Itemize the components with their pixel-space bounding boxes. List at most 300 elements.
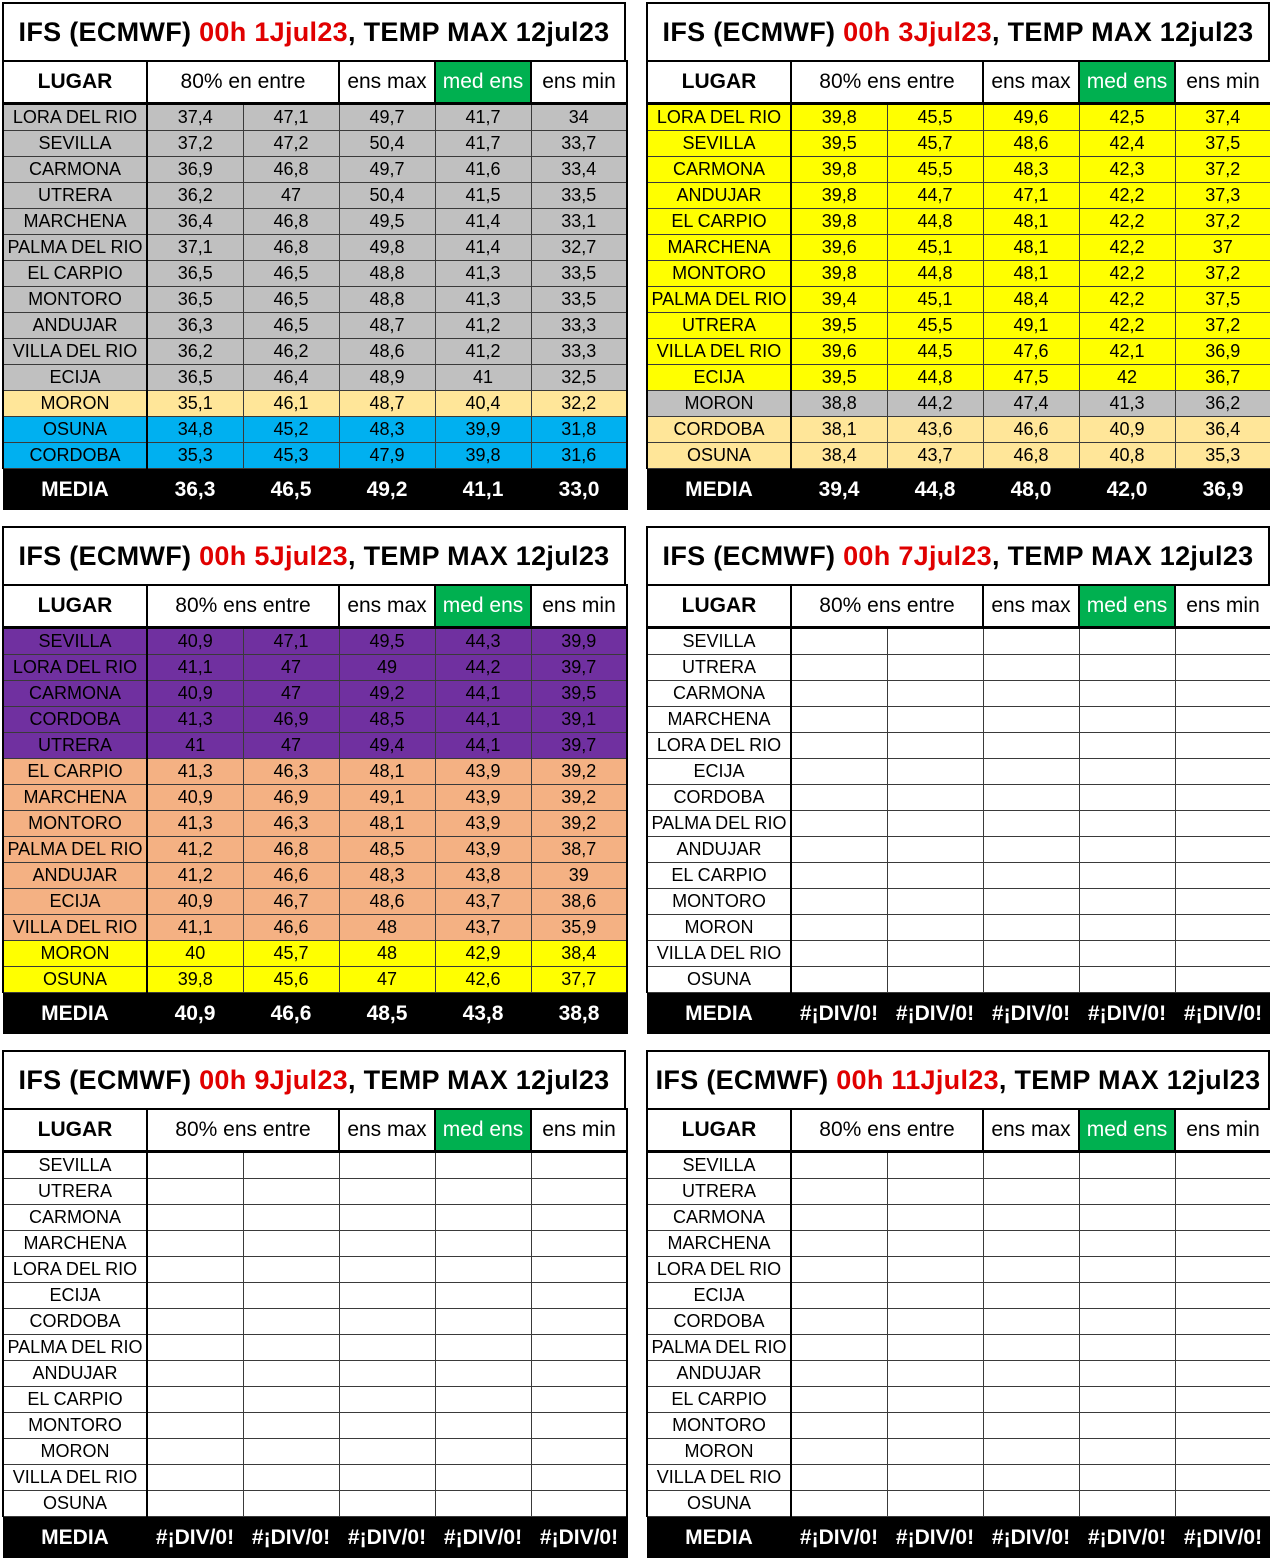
table-row <box>3 1283 627 1309</box>
media-row <box>3 1517 627 1558</box>
cell-range-high <box>243 1283 339 1309</box>
table-row <box>647 941 1270 967</box>
cell-ens-min <box>531 1309 627 1335</box>
header-range: 80% ens entre <box>147 1109 339 1152</box>
cell-range-low: 40,9 <box>147 889 243 915</box>
cell-range-low: 39,8 <box>791 261 887 287</box>
cell-range-high: 45,7 <box>887 131 983 157</box>
cell-ens-min <box>531 1152 627 1179</box>
cell-ens-min <box>1175 811 1270 837</box>
cell-range-high <box>887 1491 983 1517</box>
table-row <box>647 707 1270 733</box>
media-range-high: 46,5 <box>243 469 339 510</box>
cell-ens-max <box>983 1335 1079 1361</box>
cell-ens-min <box>1175 759 1270 785</box>
cell-range-low: 39,8 <box>791 104 887 131</box>
cell-ens-min: 39,9 <box>531 628 627 655</box>
header-lugar: LUGAR <box>647 61 791 104</box>
cell-med-ens <box>1079 785 1175 811</box>
cell-med-ens <box>1079 655 1175 681</box>
cell-ens-min: 35,9 <box>531 915 627 941</box>
cell-lugar: MARCHENA <box>3 785 147 811</box>
table-row <box>3 889 627 915</box>
cell-range-high: 46,3 <box>243 759 339 785</box>
table-row <box>647 443 1270 469</box>
table-row <box>3 1335 627 1361</box>
cell-med-ens: 42,2 <box>1079 261 1175 287</box>
cell-lugar: MARCHENA <box>647 235 791 261</box>
table-row <box>3 1179 627 1205</box>
cell-range-low <box>791 915 887 941</box>
media-range-low: #¡DIV/0! <box>791 1517 887 1558</box>
table-row <box>647 811 1270 837</box>
forecast-table <box>646 1108 1270 1558</box>
cell-med-ens <box>435 1439 531 1465</box>
media-med-ens: 43,8 <box>435 993 531 1034</box>
cell-ens-min <box>1175 863 1270 889</box>
cell-ens-min <box>1175 1231 1270 1257</box>
cell-ens-max: 48,3 <box>339 863 435 889</box>
cell-ens-min: 31,8 <box>531 417 627 443</box>
cell-ens-min: 37,3 <box>1175 183 1270 209</box>
cell-ens-min: 33,7 <box>531 131 627 157</box>
cell-ens-max <box>339 1465 435 1491</box>
cell-range-low <box>147 1387 243 1413</box>
cell-range-high <box>887 628 983 655</box>
cell-range-high <box>887 967 983 993</box>
cell-lugar: MORON <box>647 1439 791 1465</box>
table-row <box>647 1387 1270 1413</box>
table-row <box>647 655 1270 681</box>
cell-range-low <box>147 1309 243 1335</box>
cell-range-high <box>887 1231 983 1257</box>
table-row <box>647 313 1270 339</box>
cell-ens-max <box>983 785 1079 811</box>
cell-ens-min <box>531 1179 627 1205</box>
table-row <box>3 391 627 417</box>
cell-ens-max <box>339 1231 435 1257</box>
cell-ens-max <box>983 655 1079 681</box>
cell-med-ens: 42,2 <box>1079 209 1175 235</box>
cell-lugar: MONTORO <box>3 287 147 313</box>
cell-ens-min: 36,4 <box>1175 417 1270 443</box>
cell-ens-min <box>1175 1179 1270 1205</box>
header-range: 80% ens entre <box>791 61 983 104</box>
cell-med-ens <box>435 1335 531 1361</box>
cell-range-low <box>791 889 887 915</box>
cell-ens-min: 33,5 <box>531 261 627 287</box>
forecast-panel-11jul <box>646 1050 1270 1558</box>
cell-range-low <box>791 941 887 967</box>
cell-range-low <box>791 1283 887 1309</box>
cell-ens-min: 31,6 <box>531 443 627 469</box>
cell-ens-max: 48,5 <box>339 707 435 733</box>
cell-range-low: 41,3 <box>147 759 243 785</box>
cell-ens-min: 33,5 <box>531 287 627 313</box>
cell-ens-max <box>983 1152 1079 1179</box>
cell-ens-min <box>1175 1283 1270 1309</box>
cell-range-high: 43,6 <box>887 417 983 443</box>
cell-ens-max: 48,3 <box>983 157 1079 183</box>
cell-ens-max <box>983 1465 1079 1491</box>
cell-ens-min: 37,5 <box>1175 131 1270 157</box>
cell-ens-min <box>1175 1152 1270 1179</box>
cell-med-ens: 43,7 <box>435 915 531 941</box>
cell-med-ens: 41,7 <box>435 104 531 131</box>
cell-ens-max <box>983 1387 1079 1413</box>
table-row <box>3 104 627 131</box>
cell-range-low: 41,2 <box>147 863 243 889</box>
cell-lugar: MONTORO <box>3 811 147 837</box>
table-row <box>3 183 627 209</box>
cell-med-ens: 43,9 <box>435 759 531 785</box>
cell-ens-min: 32,5 <box>531 365 627 391</box>
cell-lugar: MONTORO <box>647 889 791 915</box>
cell-range-low: 39,5 <box>791 313 887 339</box>
cell-ens-min: 33,1 <box>531 209 627 235</box>
cell-med-ens <box>1079 733 1175 759</box>
cell-ens-max: 48,9 <box>339 365 435 391</box>
table-row <box>3 1439 627 1465</box>
cell-range-low <box>147 1152 243 1179</box>
cell-range-high <box>887 759 983 785</box>
media-label: MEDIA <box>647 469 791 510</box>
cell-ens-min: 37,2 <box>1175 261 1270 287</box>
table-row <box>647 157 1270 183</box>
media-range-low: 36,3 <box>147 469 243 510</box>
cell-range-high <box>887 941 983 967</box>
table-row <box>3 157 627 183</box>
cell-range-high <box>887 1439 983 1465</box>
cell-ens-max: 48,8 <box>339 287 435 313</box>
cell-range-low <box>791 1439 887 1465</box>
cell-range-low: 36,2 <box>147 339 243 365</box>
cell-range-high <box>887 1465 983 1491</box>
header-ens-min: ens min <box>531 1109 627 1152</box>
cell-med-ens <box>1079 1439 1175 1465</box>
table-row <box>3 1257 627 1283</box>
cell-ens-min: 38,4 <box>531 941 627 967</box>
cell-lugar: CARMONA <box>647 157 791 183</box>
cell-range-low <box>791 1387 887 1413</box>
table-row <box>3 1309 627 1335</box>
cell-lugar: SEVILLA <box>647 628 791 655</box>
cell-lugar: PALMA DEL RIO <box>3 837 147 863</box>
cell-ens-min <box>1175 1309 1270 1335</box>
cell-range-high: 45,3 <box>243 443 339 469</box>
header-row <box>3 585 627 628</box>
cell-ens-min: 37,2 <box>1175 157 1270 183</box>
cell-ens-min <box>531 1413 627 1439</box>
cell-range-high <box>887 915 983 941</box>
title-suffix: , TEMP MAX 12jul23 <box>347 1064 610 1095</box>
cell-lugar: VILLA DEL RIO <box>647 941 791 967</box>
cell-ens-max <box>983 1439 1079 1465</box>
cell-range-high: 46,8 <box>243 209 339 235</box>
media-label: MEDIA <box>647 993 791 1034</box>
cell-ens-min <box>1175 837 1270 863</box>
cell-ens-min: 38,7 <box>531 837 627 863</box>
cell-range-low <box>147 1283 243 1309</box>
table-row <box>3 681 627 707</box>
cell-range-high <box>887 1361 983 1387</box>
cell-range-high: 46,4 <box>243 365 339 391</box>
cell-med-ens: 44,1 <box>435 733 531 759</box>
cell-med-ens: 43,9 <box>435 785 531 811</box>
cell-lugar: PALMA DEL RIO <box>647 811 791 837</box>
cell-med-ens <box>1079 759 1175 785</box>
table-row <box>3 313 627 339</box>
table-row <box>3 785 627 811</box>
cell-lugar: MORON <box>3 941 147 967</box>
cell-range-high <box>887 655 983 681</box>
cell-ens-min: 36,2 <box>1175 391 1270 417</box>
cell-ens-max <box>339 1283 435 1309</box>
table-row <box>3 941 627 967</box>
cell-range-high <box>243 1152 339 1179</box>
media-med-ens: 42,0 <box>1079 469 1175 510</box>
cell-range-high: 45,5 <box>887 313 983 339</box>
media-row <box>3 993 627 1034</box>
cell-ens-max <box>983 1257 1079 1283</box>
media-ens-min: #¡DIV/0! <box>1175 993 1270 1034</box>
cell-med-ens: 41,4 <box>435 209 531 235</box>
cell-ens-min: 37 <box>1175 235 1270 261</box>
table-row <box>647 628 1270 655</box>
cell-med-ens <box>435 1152 531 1179</box>
cell-ens-min <box>1175 1491 1270 1517</box>
cell-range-high: 47 <box>243 733 339 759</box>
cell-ens-max: 48,1 <box>339 759 435 785</box>
cell-lugar: CORDOBA <box>647 785 791 811</box>
header-med-ens: med ens <box>1079 61 1175 104</box>
header-ens-max: ens max <box>983 61 1079 104</box>
cell-range-low <box>791 1335 887 1361</box>
cell-lugar: ANDUJAR <box>647 183 791 209</box>
cell-med-ens <box>1079 1335 1175 1361</box>
cell-ens-max: 47,5 <box>983 365 1079 391</box>
table-row <box>3 131 627 157</box>
cell-range-low <box>791 733 887 759</box>
cell-lugar: LORA DEL RIO <box>3 1257 147 1283</box>
cell-med-ens <box>1079 681 1175 707</box>
cell-range-low <box>791 967 887 993</box>
table-row <box>647 1205 1270 1231</box>
cell-ens-min <box>1175 1335 1270 1361</box>
cell-range-low: 38,1 <box>791 417 887 443</box>
media-ens-min: 36,9 <box>1175 469 1270 510</box>
media-ens-max: #¡DIV/0! <box>983 1517 1079 1558</box>
cell-ens-max: 49,1 <box>339 785 435 811</box>
cell-med-ens <box>435 1231 531 1257</box>
cell-med-ens: 42,5 <box>1079 104 1175 131</box>
cell-med-ens <box>1079 628 1175 655</box>
cell-lugar: PALMA DEL RIO <box>647 1335 791 1361</box>
cell-lugar: ANDUJAR <box>647 837 791 863</box>
cell-med-ens: 40,8 <box>1079 443 1175 469</box>
media-ens-min: 38,8 <box>531 993 627 1034</box>
header-lugar: LUGAR <box>3 1109 147 1152</box>
cell-range-low <box>147 1491 243 1517</box>
cell-lugar: ECIJA <box>647 759 791 785</box>
cell-lugar: VILLA DEL RIO <box>3 339 147 365</box>
cell-lugar: UTRERA <box>647 655 791 681</box>
cell-med-ens <box>1079 1361 1175 1387</box>
cell-ens-max <box>339 1491 435 1517</box>
cell-ens-max: 46,6 <box>983 417 1079 443</box>
cell-med-ens <box>1079 1257 1175 1283</box>
table-row <box>3 837 627 863</box>
cell-ens-max: 48,1 <box>983 235 1079 261</box>
cell-ens-min <box>1175 941 1270 967</box>
cell-ens-max <box>983 1205 1079 1231</box>
cell-ens-min <box>531 1205 627 1231</box>
cell-lugar: UTRERA <box>3 183 147 209</box>
cell-range-high <box>243 1335 339 1361</box>
table-row <box>3 628 627 655</box>
cell-ens-max <box>983 1413 1079 1439</box>
media-row <box>647 993 1270 1034</box>
cell-lugar: MARCHENA <box>3 209 147 235</box>
cell-ens-min <box>531 1465 627 1491</box>
cell-med-ens: 41,4 <box>435 235 531 261</box>
cell-ens-min <box>1175 1439 1270 1465</box>
cell-range-high <box>887 1309 983 1335</box>
forecast-panel-9jul <box>2 1050 626 1558</box>
forecast-panel-1jul <box>2 2 626 510</box>
cell-range-high <box>887 1205 983 1231</box>
cell-med-ens: 43,9 <box>435 811 531 837</box>
cell-ens-max: 49,8 <box>339 235 435 261</box>
cell-ens-min <box>531 1491 627 1517</box>
cell-lugar: ECIJA <box>3 1283 147 1309</box>
media-ens-max: 49,2 <box>339 469 435 510</box>
cell-ens-min <box>531 1257 627 1283</box>
panel-title <box>2 2 626 60</box>
cell-range-high <box>887 1257 983 1283</box>
cell-ens-max <box>339 1413 435 1439</box>
cell-ens-min <box>1175 1257 1270 1283</box>
media-ens-min: #¡DIV/0! <box>531 1517 627 1558</box>
title-suffix: , TEMP MAX 12jul23 <box>991 540 1254 571</box>
table-row <box>3 707 627 733</box>
media-med-ens: #¡DIV/0! <box>435 1517 531 1558</box>
cell-ens-min <box>1175 1387 1270 1413</box>
table-row <box>647 1413 1270 1439</box>
media-range-high: #¡DIV/0! <box>243 1517 339 1558</box>
title-run: 00h 11Jjul23 <box>836 1064 999 1095</box>
cell-ens-max <box>983 733 1079 759</box>
cell-med-ens <box>435 1257 531 1283</box>
cell-ens-max: 48,4 <box>983 287 1079 313</box>
cell-range-high <box>243 1257 339 1283</box>
cell-range-low <box>791 1231 887 1257</box>
forecast-panel-3jul <box>646 2 1270 510</box>
forecast-table <box>646 60 1270 510</box>
title-run: 00h 7Jjul23 <box>843 540 992 571</box>
cell-lugar: SEVILLA <box>3 131 147 157</box>
media-range-low: #¡DIV/0! <box>147 1517 243 1558</box>
cell-med-ens: 42,2 <box>1079 235 1175 261</box>
table-row <box>3 417 627 443</box>
cell-ens-max: 47,1 <box>983 183 1079 209</box>
cell-med-ens <box>1079 1465 1175 1491</box>
title-suffix: , TEMP MAX 12jul23 <box>998 1064 1261 1095</box>
cell-ens-max <box>339 1309 435 1335</box>
media-range-high: #¡DIV/0! <box>887 993 983 1034</box>
cell-range-high <box>887 1283 983 1309</box>
table-row <box>647 733 1270 759</box>
cell-range-low <box>147 1413 243 1439</box>
cell-range-low: 39,6 <box>791 235 887 261</box>
table-row <box>647 1179 1270 1205</box>
cell-range-high <box>887 733 983 759</box>
table-row <box>647 417 1270 443</box>
cell-lugar: CORDOBA <box>3 707 147 733</box>
cell-range-high <box>887 863 983 889</box>
cell-range-high: 44,8 <box>887 261 983 287</box>
media-label: MEDIA <box>3 1517 147 1558</box>
cell-med-ens: 40,9 <box>1079 417 1175 443</box>
cell-range-low: 39,5 <box>791 365 887 391</box>
cell-range-low: 41,3 <box>147 811 243 837</box>
cell-ens-max <box>983 837 1079 863</box>
forecast-panel-7jul <box>646 526 1270 1034</box>
cell-range-high: 46,6 <box>243 863 339 889</box>
cell-range-low: 38,8 <box>791 391 887 417</box>
cell-med-ens: 44,2 <box>435 655 531 681</box>
header-range: 80% ens entre <box>791 585 983 628</box>
cell-ens-max: 48,6 <box>339 339 435 365</box>
title-run: 00h 5Jjul23 <box>199 540 348 571</box>
title-prefix: IFS (ECMWF) <box>18 1064 192 1095</box>
cell-lugar: UTRERA <box>3 733 147 759</box>
table-row <box>3 915 627 941</box>
cell-lugar: CARMONA <box>3 681 147 707</box>
header-med-ens: med ens <box>1079 1109 1175 1152</box>
cell-ens-min: 39,2 <box>531 785 627 811</box>
cell-range-low: 41,1 <box>147 915 243 941</box>
cell-range-low: 36,5 <box>147 261 243 287</box>
cell-ens-min: 32,7 <box>531 235 627 261</box>
table-row <box>647 863 1270 889</box>
header-med-ens: med ens <box>435 585 531 628</box>
cell-range-high: 44,2 <box>887 391 983 417</box>
cell-range-high <box>243 1491 339 1517</box>
cell-med-ens <box>1079 967 1175 993</box>
cell-lugar: EL CARPIO <box>3 261 147 287</box>
cell-range-low: 36,5 <box>147 365 243 391</box>
cell-range-high: 46,2 <box>243 339 339 365</box>
cell-range-low: 40 <box>147 941 243 967</box>
table-row <box>647 287 1270 313</box>
cell-range-high: 44,8 <box>887 365 983 391</box>
cell-ens-max <box>339 1179 435 1205</box>
media-range-low: 39,4 <box>791 469 887 510</box>
table-row <box>647 1283 1270 1309</box>
cell-range-low: 39,8 <box>791 209 887 235</box>
cell-med-ens: 41,7 <box>435 131 531 157</box>
table-row <box>647 391 1270 417</box>
header-row <box>3 1109 627 1152</box>
cell-med-ens: 39,8 <box>435 443 531 469</box>
cell-ens-min <box>1175 785 1270 811</box>
header-ens-min: ens min <box>1175 585 1270 628</box>
cell-range-high: 46,9 <box>243 707 339 733</box>
media-range-high: 44,8 <box>887 469 983 510</box>
header-row <box>647 61 1270 104</box>
cell-med-ens <box>1079 1309 1175 1335</box>
